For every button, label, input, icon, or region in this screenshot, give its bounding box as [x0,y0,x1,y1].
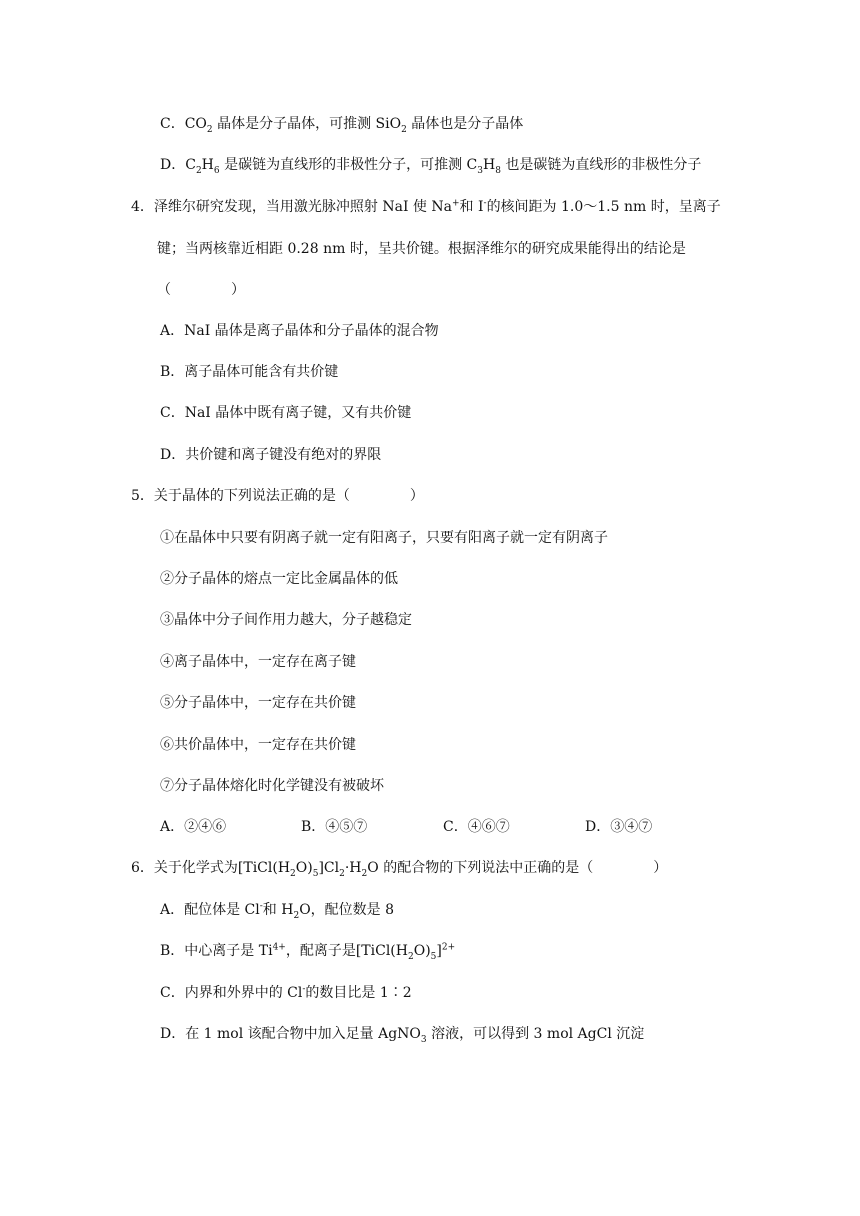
q5-statement-6: ⑥共价晶体中，一定存在共价键 [160,737,356,753]
q4-stem-line1 [131,197,721,217]
q3-option-c [160,114,523,134]
text: 6．关于化学式为[TiCl(H [131,860,291,876]
superscript: - [302,984,306,995]
subscript: 2 [206,124,213,135]
superscript: - [259,901,263,912]
q5-statement-1: ①在晶体中只要有阴离子就一定有阳离子，只要有阳离子就一定有阴离子 [160,530,608,546]
subscript: 2 [290,868,296,879]
paren-close: ） [409,488,424,504]
text: 溶液，可以得到 3 mol AgCl 沉淀 [426,1026,645,1042]
subscript: 5 [430,951,437,962]
q4-stem-line2: 键；当两核靠近相距 0.28 nm 时，呈共价键。根据泽维尔的研究成果能得出的结论是 [157,241,686,257]
q5-statement-4: ④离子晶体中，一定存在离子键 [160,654,356,670]
q5-statement-5: ⑤分子晶体中，一定存在共价键 [160,695,356,711]
text: D．C [160,157,196,173]
q5-choice-a: A．②④⑥ [160,819,227,835]
text: H [482,157,496,173]
subscript: 3 [420,1034,427,1045]
q4-option-b: B．离子晶体可能含有共价键 [160,364,339,380]
q5-choice-b: B．④⑤⑦ [301,819,368,835]
text: D．在 1 mol 该配合物中加入足量 AgNO [160,1026,421,1042]
text: C．CO [160,116,207,132]
text: O) [295,860,313,876]
subscript: 2 [361,868,368,879]
subscript: 2 [195,165,202,176]
q5-stem [131,486,424,506]
q5-statement-7: ⑦分子晶体熔化时化学键没有被破坏 [160,778,384,794]
paren-close: ） [231,282,245,298]
text: O，配位数是 8 [299,902,395,918]
text: 和 H [262,902,294,918]
text: O) [413,943,431,959]
text: 的数目比是 1∶2 [305,985,412,1001]
text: A．配位体是 Cl [160,902,260,918]
q4-option-a: A．NaI 晶体是离子晶体和分子晶体的混合物 [160,323,439,339]
q3-option-d [160,155,701,175]
superscript: 2+ [441,942,456,953]
text: 也是碳链为直线形的非极性分子 [500,157,702,173]
text: H [201,157,214,173]
text: 5．关于晶体的下列说法正确的是（ [131,488,350,504]
subscript: 3 [477,165,483,176]
superscript: 4+ [272,942,286,953]
q6-option-a [160,900,394,920]
q5-statement-2: ②分子晶体的熔点一定比金属晶体的低 [160,571,398,587]
text: C．内界和外界中的 Cl [160,985,303,1001]
subscript: 2 [407,951,414,962]
text: O 的配合物的下列说法中正确的是（ [367,860,594,876]
text: ·H [344,860,362,876]
paren-open: （ [157,282,171,298]
q6-stem [131,858,667,878]
q6-option-b [160,941,455,961]
text: ]Cl [318,860,340,876]
text: 和 I [459,199,484,215]
q5-choice-d: D．③④⑦ [585,819,653,835]
q5-statement-3: ③晶体中分子间作用力越大，分子越稳定 [160,612,412,628]
subscript: 2 [293,910,300,921]
superscript: - [483,198,487,209]
q6-option-c [160,983,412,1003]
subscript: 2 [401,124,407,135]
q4-option-c: C．NaI 晶体中既有离子键，又有共价键 [160,405,412,421]
q4-answer-blank [157,280,245,300]
subscript: 2 [339,868,345,879]
text: B．中心离子是 Ti [160,943,273,959]
text: ] [436,943,442,959]
q6-option-d [160,1024,644,1044]
text: 是碳链为直线形的非极性分子，可推测 C [219,157,478,173]
text: ，配离子是[TiCl(H [285,943,408,959]
text: 晶体也是分子晶体 [406,116,524,132]
q4-option-d: D．共价键和离子键没有绝对的界限 [160,447,382,463]
paren-close: ） [653,860,668,876]
subscript: 8 [495,165,501,176]
superscript: + [451,198,460,209]
subscript: 6 [213,165,220,176]
subscript: 5 [312,868,319,879]
q5-choice-c: C．④⑥⑦ [443,819,510,835]
text: 的核间距为 1.0～1.5 nm 时，呈离子 [486,199,721,215]
text: 晶体是分子晶体，可推测 SiO [212,116,402,132]
text: 4．泽维尔研究发现，当用激光脉冲照射 NaI 使 Na [131,199,452,215]
